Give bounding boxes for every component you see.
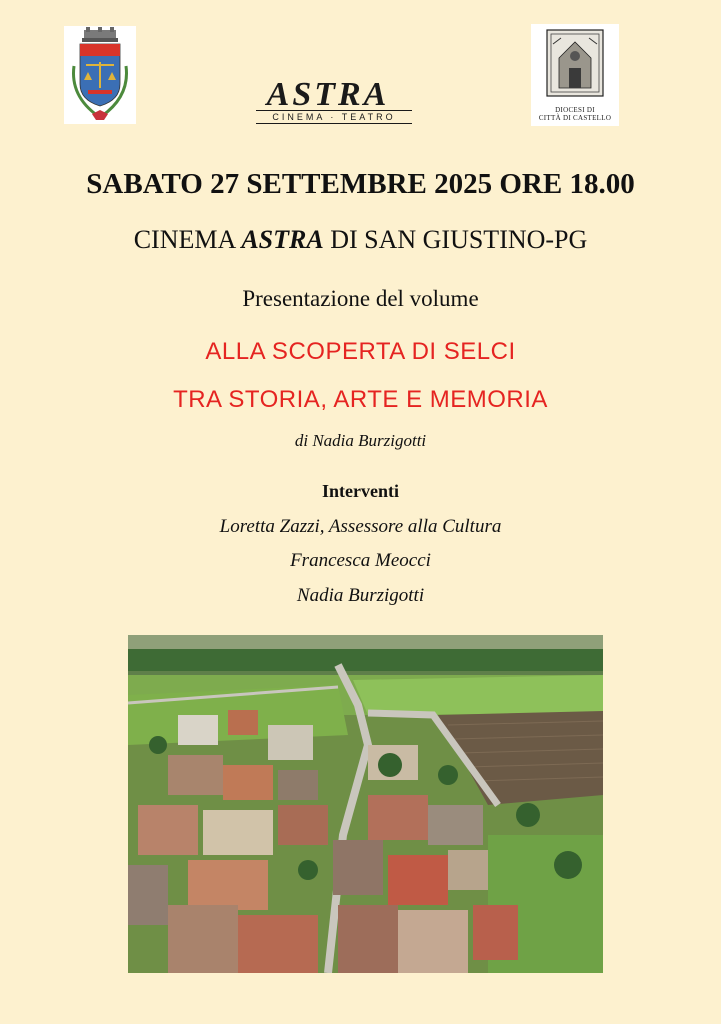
comune-coat-of-arms-logo bbox=[64, 26, 136, 124]
diocese-line-2: CITTÀ DI CASTELLO bbox=[538, 114, 612, 122]
venue-prefix: CINEMA bbox=[133, 225, 235, 254]
venue-suffix: DI SAN GIUSTINO-PG bbox=[330, 225, 588, 254]
speaker-3: Nadia Burzigotti bbox=[296, 585, 425, 606]
interventi-heading: Interventi bbox=[322, 481, 399, 501]
venue-name: ASTRA bbox=[241, 225, 324, 254]
event-date: SABATO 27 SETTEMBRE 2025 ORE 18.00 bbox=[86, 168, 635, 200]
diocese-seal-logo bbox=[531, 24, 619, 126]
aerial-village-image bbox=[128, 635, 603, 973]
astra-logo-wordmark: ASTRA bbox=[266, 76, 390, 113]
speaker-1: Loretta Zazzi, Assessore alla Cultura bbox=[219, 516, 502, 537]
diocese-seal-icon bbox=[531, 24, 619, 104]
astra-cinema-teatro-logo bbox=[238, 74, 418, 130]
book-title-line-1: ALLA SCOPERTA DI SELCI bbox=[205, 338, 516, 365]
event-venue bbox=[0, 225, 721, 255]
coat-of-arms-icon bbox=[64, 26, 136, 124]
aerial-village-photo bbox=[128, 635, 603, 973]
astra-logo-subtitle: CINEMA · TEATRO bbox=[256, 110, 412, 124]
book-author: di Nadia Burzigotti bbox=[294, 431, 427, 450]
diocese-line-1: DIOCESI DI bbox=[555, 106, 595, 114]
speaker-2: Francesca Meocci bbox=[290, 550, 431, 571]
presentation-intro: Presentazione del volume bbox=[242, 286, 479, 311]
book-title-line-2: TRA STORIA, ARTE E MEMORIA bbox=[173, 386, 548, 413]
